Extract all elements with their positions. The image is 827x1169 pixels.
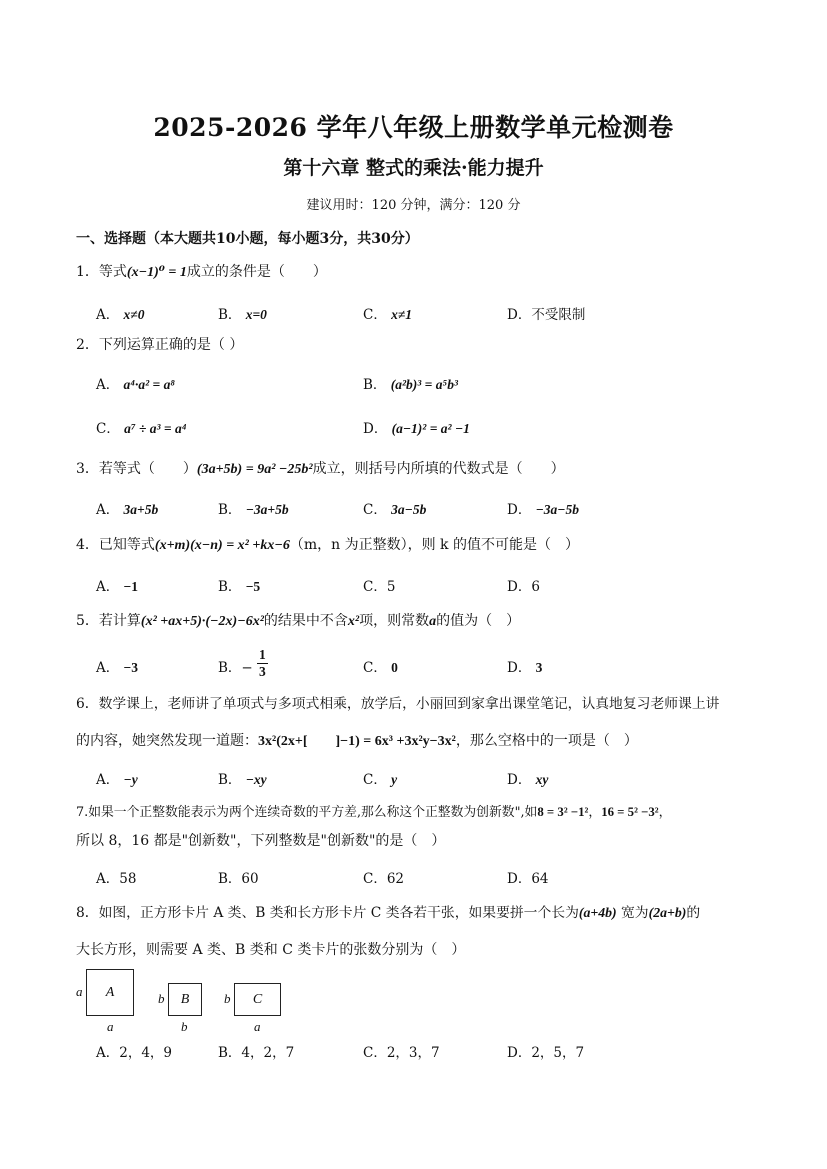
question-5: 5．若计算(x² +ax+5)·(−2x)−6x²的结果中不含x²项，则常数a的值为（ ） [76,613,521,629]
q2-option-d[interactable]: D． (a−1)² = a² −1 [363,421,470,437]
question-4: 4．已知等式(x+m)(x−n) = x² +kx−6（m，n 为正整数），则 k 的值不可能是（ ） [76,537,579,553]
q6-option-a[interactable]: A． −y [96,772,138,788]
card-b-bottom-label: b [181,1019,188,1034]
q3-option-a[interactable]: A． 3a+5b [96,502,159,518]
q4-option-c[interactable]: C．5 [363,579,396,595]
q7-option-d[interactable]: D．64 [507,871,549,887]
card-c-side-label: b [224,991,231,1006]
card-a-bottom-label: a [107,1019,114,1034]
q1-option-b[interactable]: B． x=0 [218,307,267,323]
q2-option-b[interactable]: B． (a²b)³ = a⁵b³ [363,377,458,393]
q3-option-c[interactable]: C． 3a−5b [363,502,427,518]
card-b-side-label: b [158,991,165,1006]
q5-expression: (x² +ax+5)·(−2x)−6x² [140,614,264,629]
q6-option-d[interactable]: D． xy [507,772,549,788]
question-1: 1．等式(x−1)⁰ = 1成立的条件是（ ） [76,264,327,280]
q4-option-d[interactable]: D．6 [507,579,540,595]
q8-option-d[interactable]: D．2，5，7 [507,1045,585,1061]
card-a: A [86,969,134,1016]
q3-option-b[interactable]: B． −3a+5b [218,502,289,518]
card-c: C [234,983,281,1016]
q5-option-b[interactable]: B．− $\frac{1}{3}$ [218,647,266,679]
question-7-line1: 7.如果一个正整数能表示为两个连续奇数的平方差,那么称这个正整数为创新数",如8 = 3² −1²，16 = 5² −3²， [76,805,672,820]
q8-option-b[interactable]: B．4，2，7 [218,1045,295,1061]
q1-expression: (x−1)⁰ = 1 [126,265,187,280]
card-b: B [168,983,202,1016]
q7-option-c[interactable]: C．62 [363,871,405,887]
q2-option-a[interactable]: A． a⁴·a² = a⁸ [96,377,176,393]
q6-option-c[interactable]: C． y [363,772,398,788]
question-6-line1: 6．数学课上，老师讲了单项式与多项式相乘，放学后，小丽回到家拿出课堂笔记，认真地复习老师课上讲 [76,696,720,712]
q8-option-a[interactable]: A．2，4，9 [96,1045,173,1061]
question-8-line2: 大长方形，则需要 A 类、B 类和 C 类卡片的张数分别为（ ） [76,942,466,958]
q5-option-d[interactable]: D． 3 [507,660,543,676]
q6-option-b[interactable]: B． −xy [218,772,267,788]
chapter-subtitle: 第十六章 整式的乘法·能力提升 [283,157,544,179]
q1-option-d[interactable]: D．不受限制 [507,307,586,323]
question-8-line1: 8．如图，正方形卡片 A 类、B 类和长方形卡片 C 类各若干张，如果要拼一个长为(a+4b) 宽为(2a+b)的 [76,905,701,921]
q4-expression: (x+m)(x−n) = x² +kx−6 [154,538,290,553]
question-7-line2: 所以 8，16 都是"创新数"，下列整数是"创新数"的是（ ） [76,833,446,849]
q7-option-b[interactable]: B．60 [218,871,259,887]
q5-option-c[interactable]: C． 0 [363,660,398,676]
q3-option-d[interactable]: D． −3a−5b [507,502,579,518]
q5-option-a[interactable]: A． −3 [96,660,138,676]
question-6-line2: 的内容，她突然发现一道题：3x²(2x+[ ]−1) = 6x³ +3x²y−3x²，那么空格中的一项是（ ） [76,733,638,749]
page-title: 2025-2026 学年八年级上册数学单元检测卷 [153,113,674,142]
q7-option-a[interactable]: A．58 [96,871,137,887]
q4-option-a[interactable]: A． −1 [96,579,138,595]
q2-option-c[interactable]: C． a⁷ ÷ a³ = a⁴ [96,421,187,437]
q3-expression: (3a+5b) = 9a² −25b² [196,462,313,477]
question-3: 3．若等式（ ）(3a+5b) = 9a² −25b²成立，则括号内所填的代数式是（ ） [76,461,565,477]
card-a-side-label: a [76,984,83,999]
q6-expression: 3x²(2x+[ ]−1) = 6x³ +3x²y−3x² [258,734,456,749]
card-c-bottom-label: a [254,1019,261,1034]
question-2: 2．下列运算正确的是（ ） [76,337,244,353]
section-heading: 一、选择题（本大题共10小题，每小题3分，共30分） [76,231,419,247]
q1-option-c[interactable]: C． x≠1 [363,307,413,323]
q1-option-a[interactable]: A． x≠0 [96,307,145,323]
q8-option-c[interactable]: C．2，3，7 [363,1045,440,1061]
exam-info: 建议用时：120 分钟，满分：120 分 [306,198,521,213]
q4-option-b[interactable]: B． −5 [218,579,261,595]
